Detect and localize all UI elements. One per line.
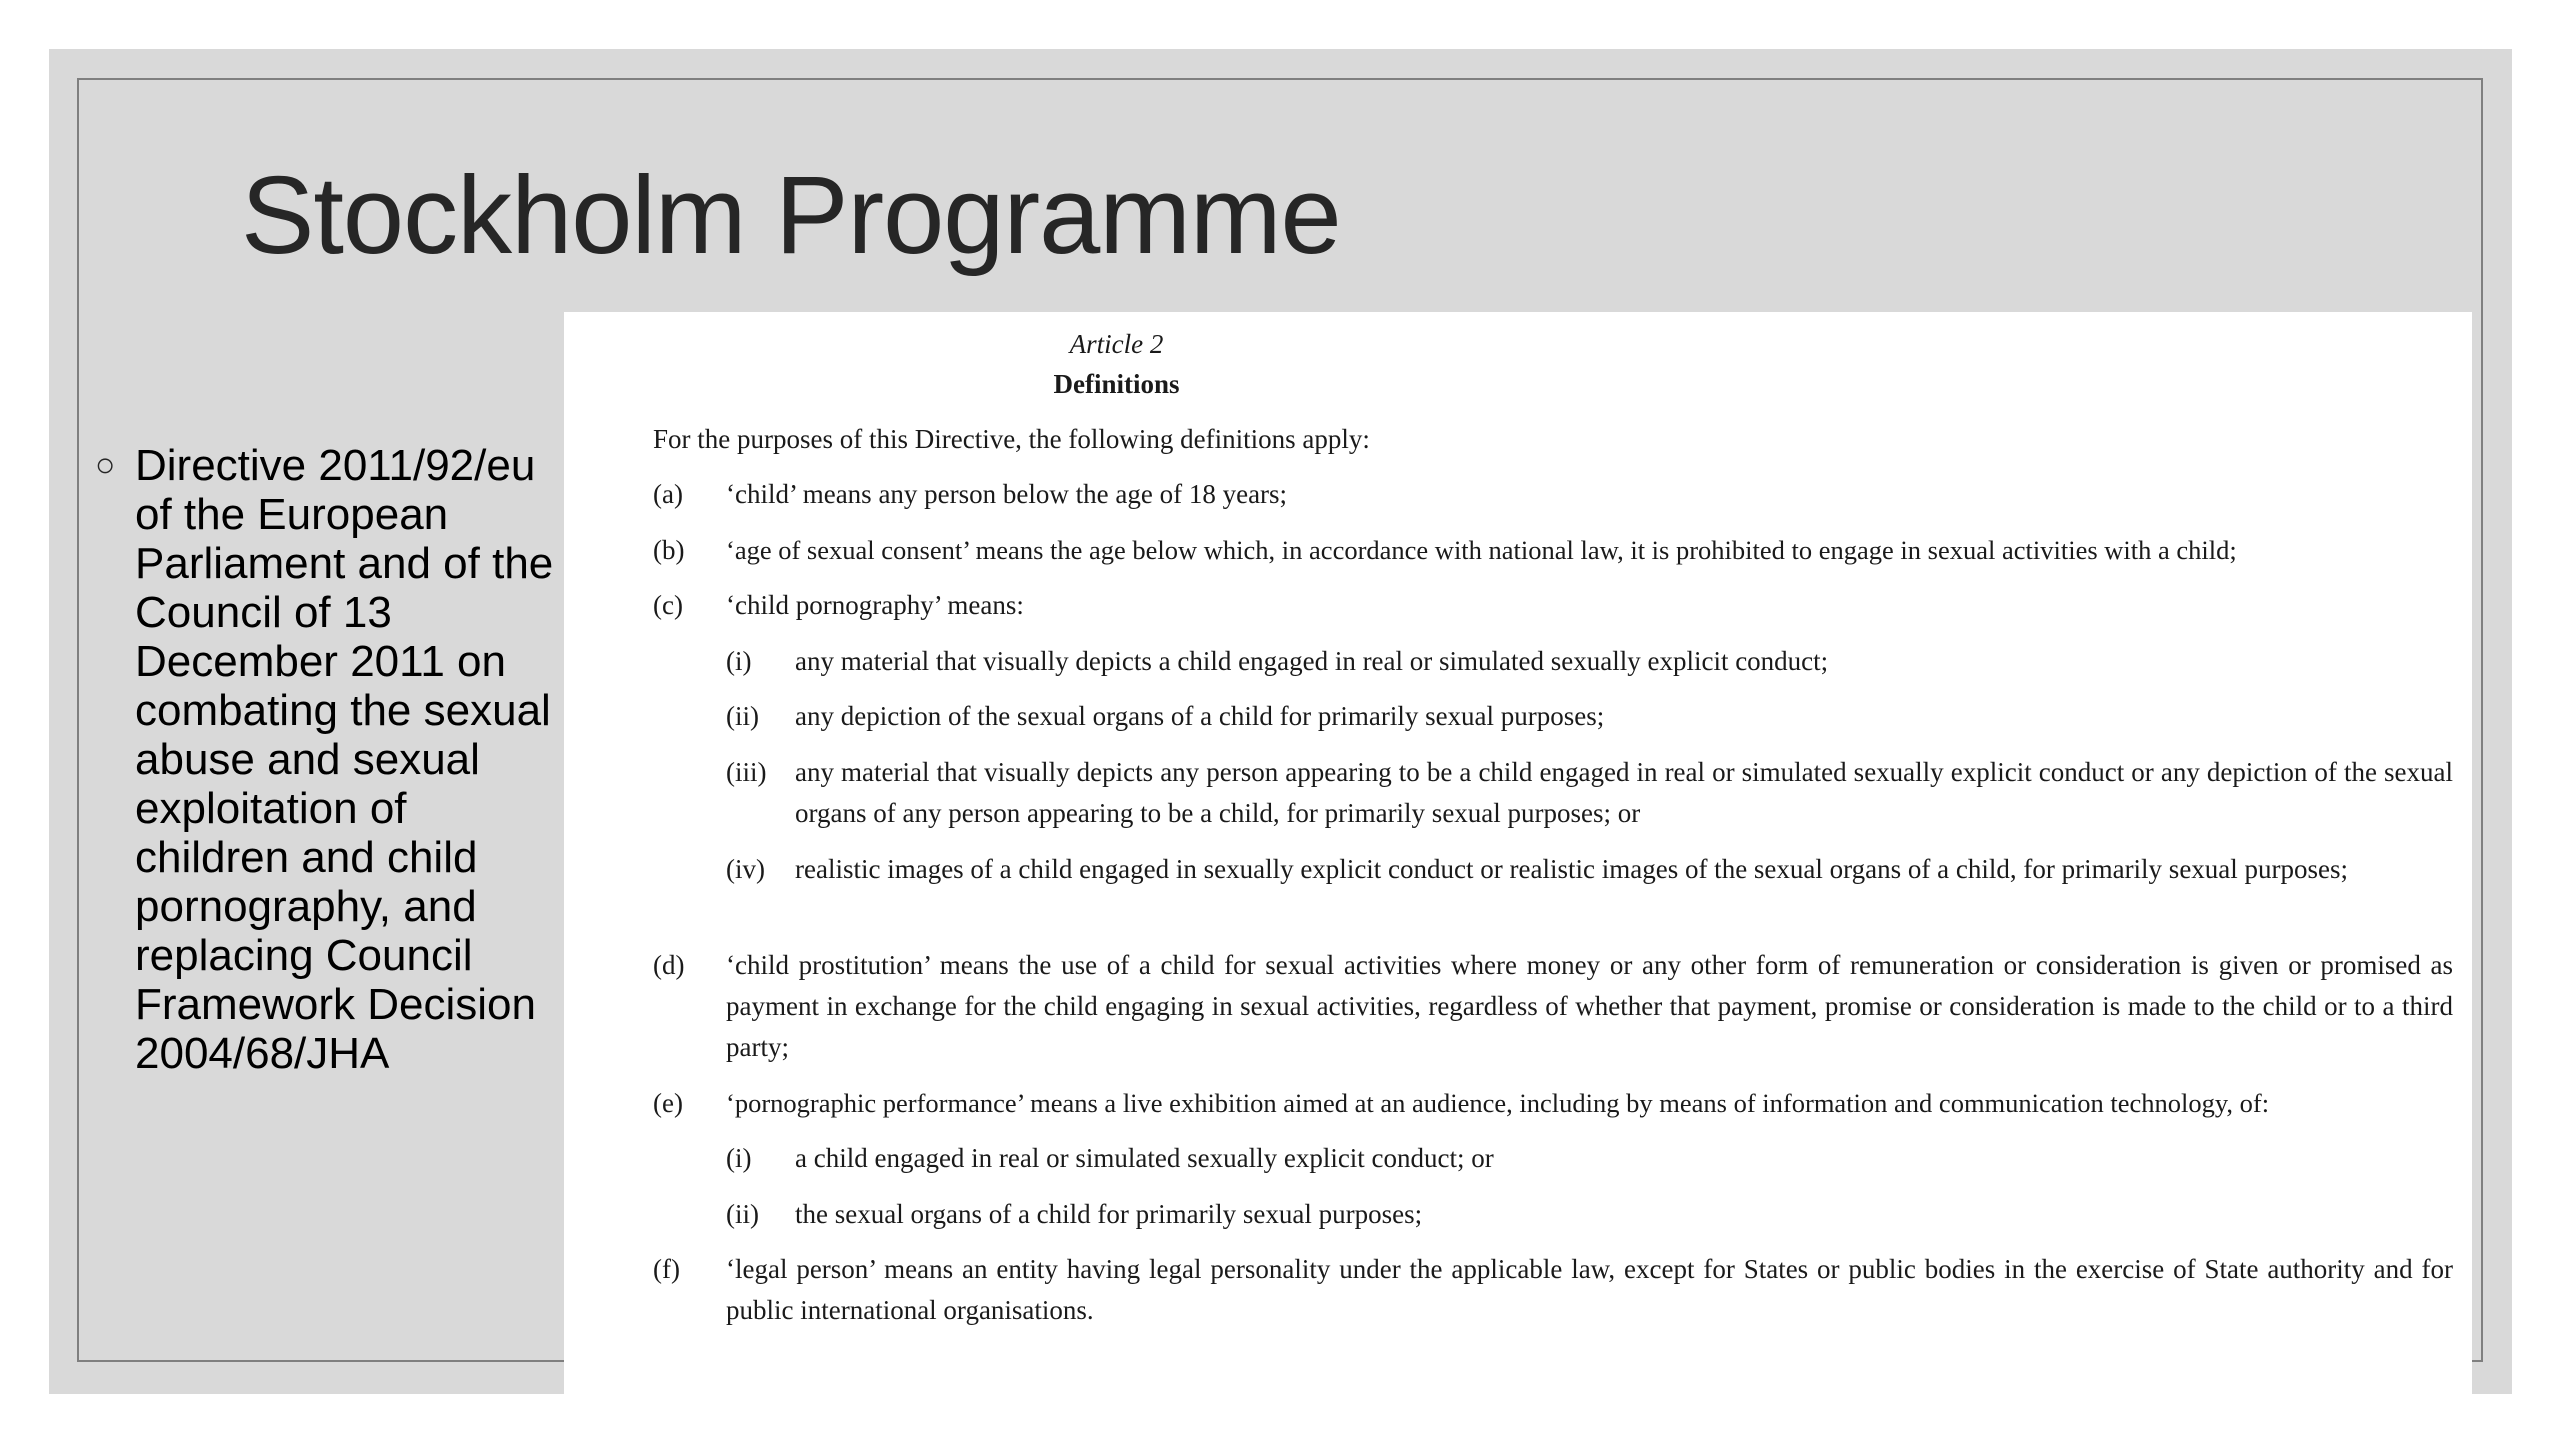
item-text: ‘age of sexual consent’ means the age below which, in accordance with national law, it is prohibited to engage in sexual activities with a child; [726,535,2237,565]
article-heading: Definitions [1053,369,1180,399]
item-text: ‘child prostitution’ means the use of a child for sexual activities where money or any other form of remuneration or consideration is given or promised as payment in exchange for the child engaging in sexual activities, regardless of whether that payment, promise or consideration is made to the child or to a third party; [726,950,2453,1062]
slide [49,49,2512,1394]
subitem-label: (i) [726,1143,752,1173]
document-excerpt-image [564,312,2472,1394]
item-label: (a) [653,479,683,509]
item-label: (d) [653,950,685,980]
slide-title: Stockholm Programme [241,154,1341,277]
subitem-text: any material that visually depicts a child engaged in real or simulated sexually explicit conduct; [795,646,1829,676]
intro-text: For the purposes of this Directive, the following definitions apply: [653,424,1370,454]
subitem-label: (ii) [726,1199,759,1229]
bullet-list [95,441,565,1078]
bullet-item [95,441,565,1078]
item-text: ‘child’ means any person below the age of 18 years; [726,479,1288,509]
subitem-label: (iii) [726,757,767,787]
subitem-text: the sexual organs of a child for primarily sexual purposes; [795,1199,1423,1229]
item-label: (b) [653,535,685,565]
item-label: (e) [653,1088,683,1118]
article-number: Article 2 [1069,329,1164,359]
subitem-label: (i) [726,646,752,676]
bullet-circle-icon: ○ [95,446,116,484]
subitem-label: (ii) [726,701,759,731]
subitem-text: any material that visually depicts any person appearing to be a child engaged in real or simulated sexually explicit conduct or any depiction of the sexual organs of any person appearing to be a child, for primarily sexual purposes; or [795,757,2453,828]
subitem-label: (iv) [726,854,765,884]
item-text: ‘legal person’ means an entity having legal personality under the applicable law, except for States or public bodies in the exercise of State authority and for public international organisations. [726,1254,2453,1325]
item-text: ‘child pornography’ means: [726,590,1024,620]
item-label: (c) [653,590,683,620]
bullet-text: Directive 2011/92/eu of the European Parliament and of the Council of 13 December 2011 on combating the sexual abuse and sexual exploitation of children and child pornography, and replacing Council Framework Decision 2004/68/JHA [135,441,554,1078]
item-label: (f) [653,1254,680,1284]
item-text: ‘pornographic performance’ means a live exhibition aimed at an audience, including by means of information and communication technology, of: [726,1088,2270,1118]
subitem-text: any depiction of the sexual organs of a child for primarily sexual purposes; [795,701,1605,731]
subitem-text: a child engaged in real or simulated sexually explicit conduct; or [795,1143,1494,1173]
subitem-text: realistic images of a child engaged in sexually explicit conduct or realistic images of the sexual organs of a child, for primarily sexual purposes; [795,854,2349,884]
